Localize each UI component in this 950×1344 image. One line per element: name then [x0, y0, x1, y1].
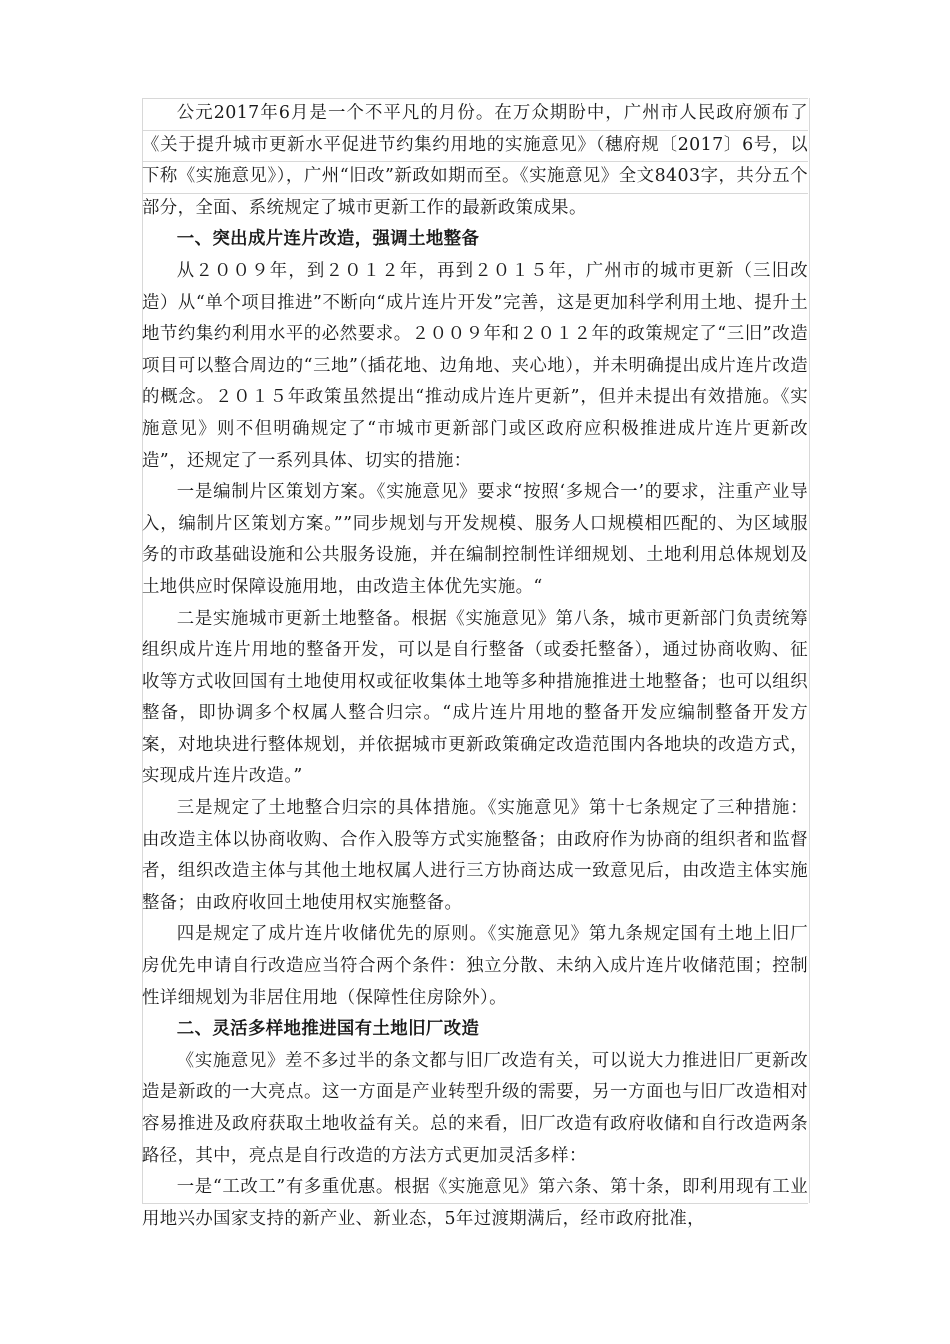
paragraph-intro: 公元2017年6月是一个不平凡的月份。在万众期盼中，广州市人民政府颁布了《关于提升城市更新水平促进节约集约用地的实施意见》（穗府规〔2017〕6号，以下称《实施意见》），广州“旧改”新政如期而至。《实施意见》全文8403字，共分五个部分，全面、系统规定了城市更新工作的最新政策成果。: [142, 103, 808, 218]
paragraph-measure-2: 二是实施城市更新土地整备。根据《实施意见》第八条，城市更新部门负责统筹组织成片连片用地的整备开发，可以是自行整备（或委托整备），通过协商收购、征收等方式收回国有土地使用权或征收集体土地等多种措施推进土地整备；也可以组织整备，即协调多个权属人整合归宗。“成片连片用地的整备开发应编制整备开发方案，对地块进行整体规划，并依据城市更新政策确定改造范围内各地块的改造方式，实现成片连片改造。”: [142, 608, 808, 787]
paragraph-factory-overview: 《实施意见》差不多过半的条文都与旧厂改造有关，可以说大力推进旧厂更新改造是新政的一大亮点。这一方面是产业转型升级的需要，另一方面也与旧厂改造相对容易推进及政府获取土地收益有关。总的来看，旧厂改造有政府收储和自行改造两条路径，其中，亮点是自行改造的方法方式更加灵活多样：: [142, 1050, 808, 1166]
paragraph-measure-4: 四是规定了成片连片收储优先的原则。《实施意见》第九条规定国有土地上旧厂房优先申请自行改造应当符合两个条件：独立分散、未纳入成片连片收储范围；控制性详细规划为非居住用地（保障性住房除外）。: [142, 924, 808, 1008]
paragraph-factory-measure-1: 一是“工改工”有多重优惠。根据《实施意见》第六条、第十条，即利用现有工业用地兴办国家支持的新产业、新业态，5年过渡期满后，经市政府批准，: [142, 1177, 808, 1229]
section-heading-2: 二、灵活多样地推进国有土地旧厂改造: [176, 1019, 480, 1040]
paragraph-measure-3: 三是规定了土地整合归宗的具体措施。《实施意见》第十七条规定了三种措施：由改造主体以协商收购、合作入股等方式实施整备；由政府作为协商的组织者和监督者，组织改造主体与其他土地权属人进行三方协商达成一致意见后，由改造主体实施整备；由政府收回土地使用权实施整备。: [142, 798, 808, 913]
paragraph-measure-1: 一是编制片区策划方案。《实施意见》要求“按照‘多规合一’的要求，注重产业导入，编制片区策划方案。””同步规划与开发规模、服务人口规模相匹配的、为区域服务的市政基础设施和公共服务设施，并在编制控制性详细规划、土地利用总体规划及土地供应时保障设施用地，由改造主体优先实施。“: [142, 482, 808, 597]
document-body: [142, 98, 808, 1235]
section-heading-1: 一、突出成片连片改造，强调土地整备: [176, 229, 480, 250]
paragraph-background: 从２００９年，到２０１２年，再到２０１５年，广州市的城市更新（三旧改造）从“单个项目推进”不断向“成片连片开发”完善，这是更加科学利用土地、提升土地节约集约利用水平的必然要求。２００９年和２０１２年的政策规定了“三旧”改造项目可以整合周边的“三地”（插花地、边角地、夹心地），并未明确提出成片连片改造的概念。２０１５年政策虽然提出“推动成片连片更新”，但并未提出有效措施。《实施意见》则不但明确规定了“市城市更新部门或区政府应积极推进成片连片更新改造”，还规定了一系列具体、切实的措施：: [142, 260, 808, 471]
